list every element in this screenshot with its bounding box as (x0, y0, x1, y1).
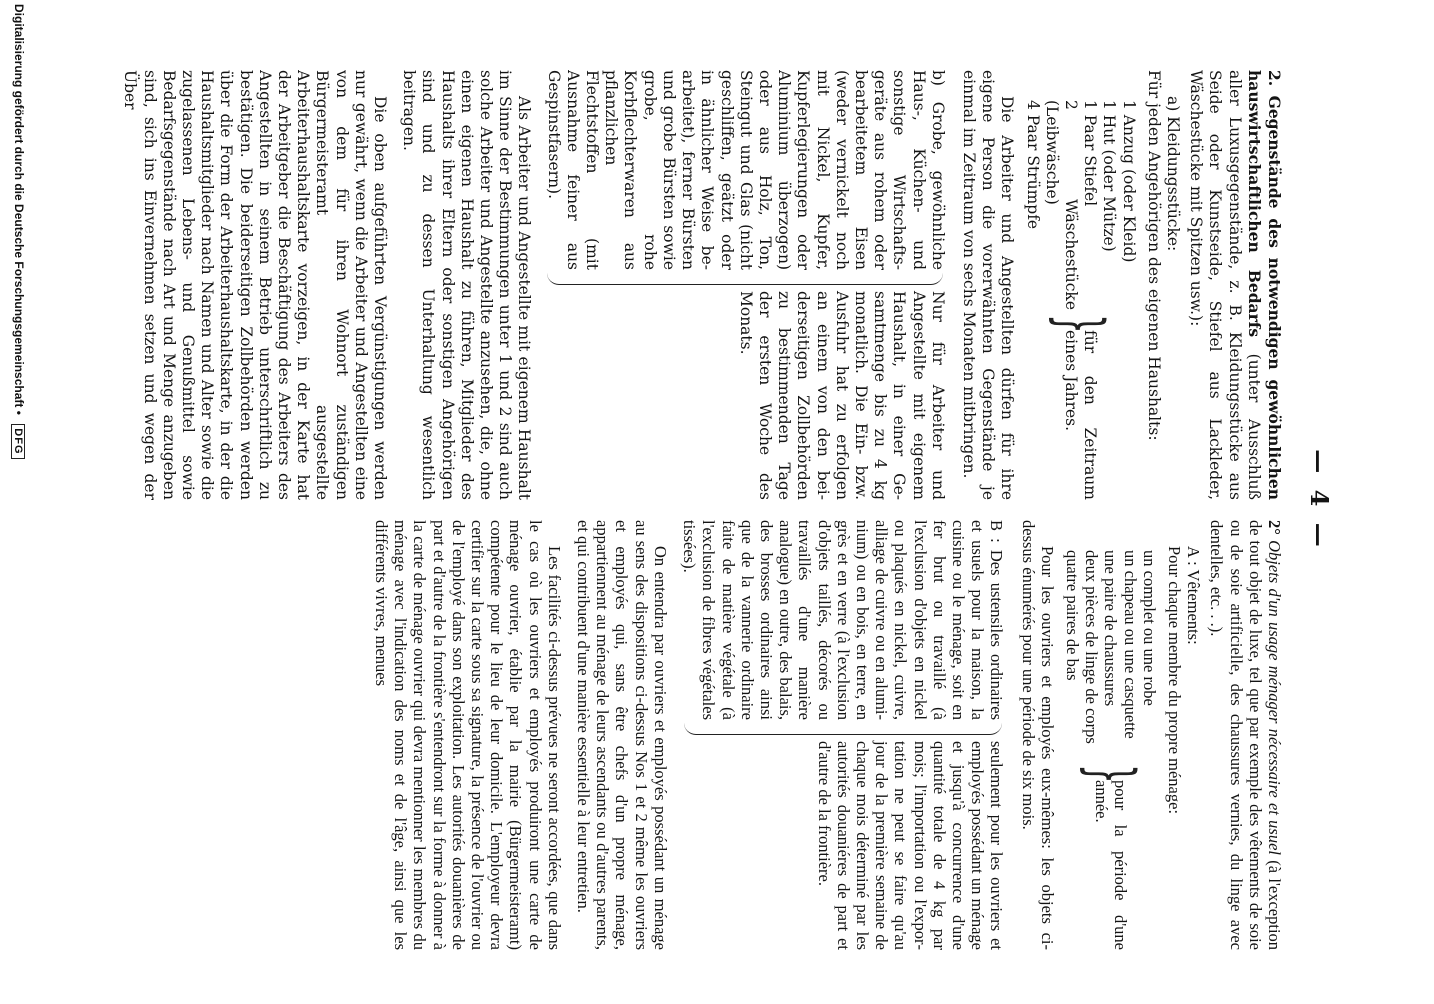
list-item: un complet ou une robe (1139, 550, 1159, 706)
list-item: une paire de chaussures (1101, 550, 1121, 707)
brace-icon (547, 270, 942, 285)
dfg-logo: DFG (11, 424, 25, 458)
german-clothing-list (1022, 100, 1137, 500)
brace-icon: } (1074, 764, 1148, 784)
french-a-paragraph: Pour les ouvriers et employés eux-mêmes: les objets ci-dessus énumérés pour une période de six mois. (1018, 520, 1057, 950)
german-section-title: Gegenstände des notwendigen gewöhnlichen hauswirtschaftlichen Bedarfs (1244, 70, 1284, 500)
french-a-intro: Pour chaque membre du propre ménage: (1164, 546, 1184, 815)
french-b-section (680, 520, 1006, 950)
list-item: 1 Anzug (oder Kleid) (1119, 100, 1138, 263)
german-a-intro: Für jeden Angehörigen des eigenen Haushalts: (1144, 70, 1163, 441)
french-b-items: B : Des ustensiles ordinaires et usuels pour la maison, la cuisine ou le ménage, soit en fer brut ou travaillé (à l'exclusion d'objets en nickel ou plaqués en nickel, cuivre, alliage de cuivre ou en aluminium) ou en bois, en terre, en grès et en verre (à l'exclusion d'objets taillés, décorés ou travaillés d'une manière analogue) en outre, des balais, des brosses ordinaires ainsi que de la vannerie ordinaire faite de matière végétale (à l'exclusion de fibres végétales tissées). (680, 520, 1007, 720)
brace-icon (684, 720, 1002, 735)
list-item: 4 Paar Strümpfe (1023, 100, 1042, 230)
french-a-title: A : Vêtements: (1184, 546, 1204, 645)
french-clothing-items (1063, 550, 1159, 760)
german-b-section (543, 70, 946, 500)
page-number: — 4 — (1305, 449, 1334, 551)
list-item: 1 Paar Stiefel (1081, 100, 1100, 207)
french-column (94, 520, 1284, 950)
german-a-title: a) Kleidungsstücke: (1163, 96, 1182, 252)
brace-icon: } (1043, 314, 1117, 334)
german-clothing-items (1022, 100, 1137, 310)
german-section-heading (1186, 70, 1284, 500)
list-item: deux pièces de linge de corps (1082, 550, 1102, 744)
footer-credit: Digitalisierung gefördert durch die Deutsche Forschungsgemeinschaft • (12, 4, 26, 415)
german-clothing-period: für den Zeitraum eines Jahres. (1061, 330, 1100, 500)
french-paragraph-2: Les facilités ci-dessus prévues ne seront accordées, que dans le cas où les ouvriers et employés produiront une carte de ménage ouvrier, établie par la mairie (Bürgermeisteramt) compétente pour le lieu de leur domicile. L'employeur devra certifier sur la carte sous sa signature, la présence de l'ouvrier ou de l'employé dans son exploitation. Les autorités douanières de part et d'autre de la frontière s'entendront sur la forme à donner à la carte de ménage ouvrier qui devra mentionner les membres du ménage avec l'indication des noms et de l'âge, ainsi que les différents vivres, menues (372, 520, 564, 950)
french-section-heading (1207, 520, 1284, 950)
list-item: un chapeau ou une casquette (1120, 550, 1140, 739)
german-a-paragraph: Die Arbeiter und Angestellten dürfen für ihre eigene Person die vorerwähnten Gegenstände je einmal im Zeitraum von sechs Monaten mitbringen. (959, 70, 1017, 500)
list-item: 1 Hut (oder Mütze) (1100, 100, 1119, 252)
german-b-items: b) Grobe, gewöhnliche Haus-, Küchen- und sonstige Wirtschaftsgeräte aus rohem oder bearbeitetem Eisen (weder vernickelt noch mit Nickel, Kupfer, Kupferlegierungen oder Aluminium überzogen) oder aus Holz, Ton, Steingut und Glas (nicht geschliffen, geätzt oder in ähnlicher Weise bearbeitet), ferner Bürsten und grobe Bürsten sowie grobe, rohe Korbflechterwaren aus pflanzlichen Flechtstoffen (mit Ausnahme feiner aus Gespinstfasern). (544, 70, 947, 270)
german-b-condition: Nur für Arbeiter und Angestellte mit eigenem Haushalt, in einer Gesamtmenge bis zu 4 kg monatlich. Die Ein- bzw. Ausfuhr hat zu erfolgen an einem von den beiderseitigen Zollbehörden zu bestimmenden Tage der ersten Woche des Monats. (736, 291, 947, 500)
digitization-footer (11, 0, 26, 1004)
french-b-condition: seulement pour les ouvriers et employés possédant un ménage et jusqu'à concurrence d'une quantité totale de 4 kg par mois; l'importation ou l'exportation ne peut se faire qu'au jour de la première semaine de chaque mois déterminé par les autorités douaniéres de part et d'autre de la frontière. (814, 741, 1007, 950)
french-section-title: Objets d'un usage ménager nécessaire et usuel (1265, 540, 1284, 855)
list-item: quatre paires de bas (1062, 550, 1082, 681)
german-paragraph-2: Die oben aufgeführten Vergünstigungen werden nur gewährt, wenn die Arbeiter und Angestellten eine von dem für ihren Wohnort zuständigen Bürgermeisteramt ausgestellte Arbeiterhaushaltskarte vorzeigen, in der Karte hat der Arbeitgeber die Beschäftigung des Arbeiters des Angestellten in seinem Betrieb unterschriftlich zu bestätigen. Die beiderseitigen Zollbehörden werden über die Form der Arbeiterhaushaltskarte, in der die Haushaltsmitglieder nach Namen und Alter sowie die zugelassenen Lebens- und Genußmittel sowie Bedarfsgegenstände nach Art und Menge anzugeben sind, sich ins Einvernehmen setzen und wegen der Über (121, 70, 390, 500)
french-section-number: 2° (1265, 520, 1284, 535)
french-clothing-list (1063, 550, 1159, 950)
german-paragraph-1: Als Arbeiter und Angestellte mit eigenem Haushalt im Sinne der Bestimmungen unter 1 und 2 sind auch solche Arbeiter und Angestellte anzusehen, die, ohne einen eigenen Haushalt zu führen, Mitglieder des Haushalts ihrer Eltern oder sonstigen Angehörigen sind und zu dessen Unterhaltung wesentlich beitragen. (400, 70, 534, 500)
french-clothing-period: pour la période d'une année. (1091, 780, 1130, 950)
german-column (94, 70, 1284, 500)
german-section-note: (unter Ausschluß aller Luxusgegenstände, z. B. Kleidungsstücke aus Seide oder Kunstseide, Stiefel aus Lackleder, Wäschestücke mit Spitzen usw.): (1187, 70, 1263, 500)
list-item: 2 Wäschestücke (Leibwäsche) (1042, 100, 1080, 310)
french-paragraph-1: On entendra par ouvriers et employés possédant un ménage au sens des dispositions ci-dessus Nos 1 et 2 même les ouvriers et employés qui, sans être chefs d'un propre ménage, appartiennent au ménage de leurs ascendants ou d'autres parents, et qui contribuent d'une manière essentielle à leur entretien. (574, 520, 670, 950)
french-section-note: (à l'exception de tout objet de luxe, tel que par exemple des vêtements de soie ou de soie artificielle, des chaussures vernies, du linge avec dentelles, etc. . .). (1207, 520, 1284, 950)
german-section-number: 2. (1265, 70, 1284, 87)
